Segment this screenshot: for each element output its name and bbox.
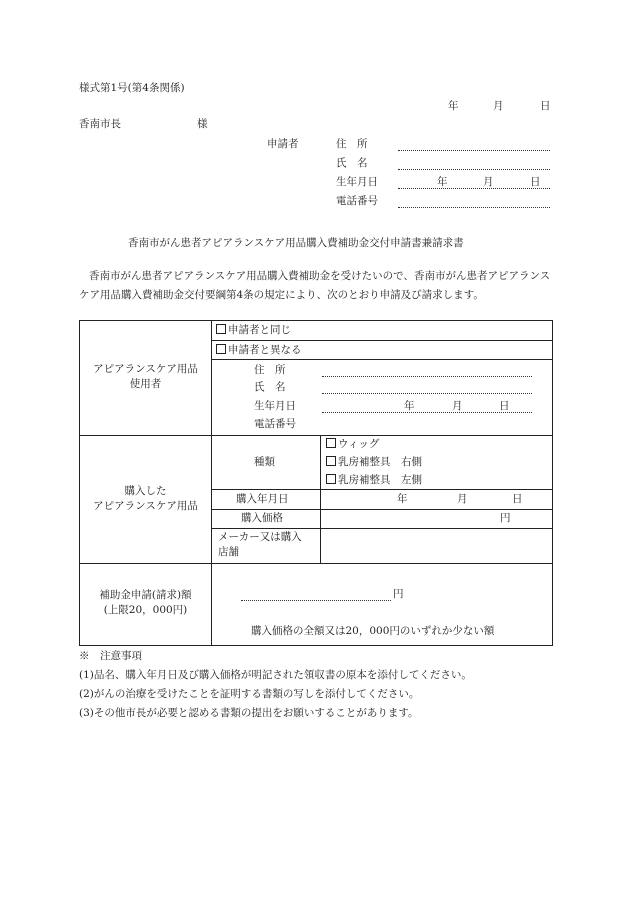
user-label-line2: 使用者 [129,378,162,390]
subsidy-amount-unit: 円 [393,588,404,600]
purchase-date-label: 購入年月日 [236,493,289,505]
body-paragraph: 香南市がん患者アピアランスケア用品購入費補助金を受けたいので、香南市がん患者アピアランスケア用品購入費補助金交付要綱第4条の規定により、次のとおり申請及び請求します。 [79,270,551,301]
checkbox-icon[interactable] [216,344,226,354]
price-label: 購入価格 [241,512,283,524]
type-option-wig[interactable]: ウィッグ [326,438,379,451]
form-number: 様式第1号(第4条関係) [79,82,185,94]
applicant-birth-month: 月 [483,176,494,188]
user-phone-label: 電話番号 [254,418,296,430]
type-label: 種類 [254,456,275,468]
subsidy-label-line1: 補助金申請(請求)額 [99,589,192,601]
applicant-birth-day: 日 [530,176,541,188]
applicant-label: 申請者 [267,138,299,150]
price-unit: 円 [500,512,511,524]
user-same-option[interactable]: 申請者と同じ [216,324,291,337]
date-day: 日 [540,100,551,112]
note-item-2: (2)がんの治療を受けたことを証明する書類の写しを添付してください。 [79,688,420,700]
applicant-address-field[interactable] [398,150,550,151]
document-title: 香南市がん患者アピアランスケア用品購入費補助金交付申請書兼請求書 [128,237,464,249]
maker-label-line2: 店舗 [218,546,239,558]
user-birthdate-label: 生年月日 [254,400,296,412]
checkbox-icon[interactable] [326,474,336,484]
notes-heading: ※ 注意事項 [79,650,142,662]
user-address-field[interactable] [322,376,532,377]
user-birthdate-field[interactable] [322,412,532,413]
products-label-line2: アピアランスケア用品 [93,500,198,512]
honorific: 様 [197,118,208,130]
type-option-breast-right[interactable]: 乳房補整具 右側 [326,456,422,469]
applicant-phone-label: 電話番号 [336,195,378,207]
date-year: 年 [448,100,459,112]
purchase-month: 月 [457,493,468,505]
purchase-year: 年 [397,493,408,505]
applicant-birth-year: 年 [437,176,448,188]
checkbox-icon[interactable] [326,456,336,466]
note-item-1: (1)品名、購入年月日及び購入価格が明記された領収書の原本を添付してください。 [79,669,472,681]
note-item-3: (3)その他市長が必要と認める書類の提出をお願いすることがあります。 [79,707,419,719]
applicant-name-label: 氏 名 [336,157,368,169]
user-birth-month: 月 [452,400,463,412]
user-different-option[interactable]: 申請者と異なる [216,344,302,357]
addressee: 香南市長 [79,118,121,130]
user-address-label: 住 所 [254,364,286,376]
applicant-name-field[interactable] [398,169,550,170]
applicant-birthdate-field[interactable] [398,188,550,189]
user-name-label: 氏 名 [254,381,286,393]
user-label-line1: アピアランスケア用品 [93,363,198,375]
user-birth-day: 日 [499,400,510,412]
type-option-breast-left[interactable]: 乳房補整具 左側 [326,474,422,487]
user-birth-year: 年 [404,400,415,412]
applicant-phone-field[interactable] [398,207,550,208]
checkbox-icon[interactable] [326,438,336,448]
applicant-birthdate-label: 生年月日 [336,176,378,188]
applicant-address-label: 住 所 [336,138,368,150]
maker-label-line1: メーカー又は購入 [218,531,302,543]
purchase-day: 日 [512,493,523,505]
products-label-line1: 購入した [124,485,167,497]
subsidy-note: 購入価格の全額又は20，000円のいずれか少ない額 [251,625,495,637]
subsidy-amount-field[interactable] [241,600,391,601]
user-name-field[interactable] [322,393,532,394]
checkbox-icon[interactable] [216,324,226,334]
date-month: 月 [493,100,504,112]
subsidy-label-line2: (上限20，000円) [103,604,188,616]
